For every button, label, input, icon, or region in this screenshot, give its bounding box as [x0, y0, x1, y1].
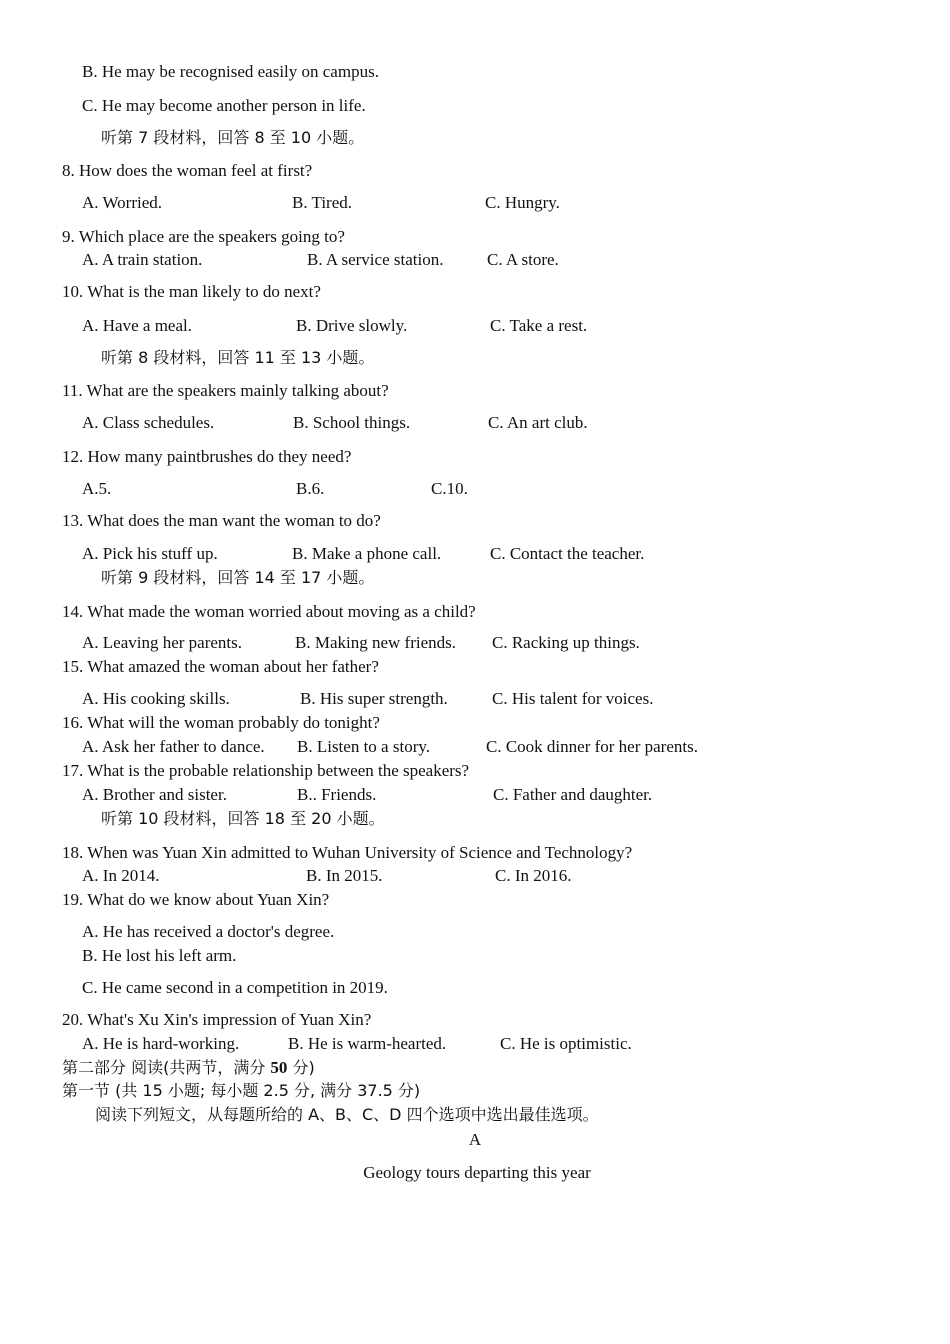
question-8: 8. How does the woman feel at first?	[62, 161, 313, 180]
question-18: 18. When was Yuan Xin admitted to Wuhan University of Science and Technology?	[62, 843, 633, 862]
q15-option-b: B. His super strength.	[300, 689, 448, 708]
part-2-title-prefix: 第二部分 阅读(共两节，满分	[62, 1058, 271, 1077]
q18-option-b: B. In 2015.	[306, 866, 383, 885]
passage-label: A	[468, 1130, 482, 1149]
q20-option-b: B. He is warm-hearted.	[288, 1034, 447, 1053]
question-10: 10. What is the man likely to do next?	[62, 282, 321, 301]
question-12: 12. How many paintbrushes do they need?	[62, 447, 352, 466]
part-2-total-score: 50	[270, 1058, 288, 1077]
q16-option-b: B. Listen to a story.	[297, 737, 430, 756]
q13-option-b: B. Make a phone call.	[292, 544, 442, 563]
q19-option-c: C. He came second in a competition in 2019.	[82, 978, 388, 997]
q7-option-c: C. He may become another person in life.	[82, 96, 366, 115]
q20-option-a: A. He is hard-working.	[82, 1034, 240, 1053]
question-19: 19. What do we know about Yuan Xin?	[62, 890, 330, 909]
question-9: 9. Which place are the speakers going to?	[62, 227, 345, 246]
q9-option-b: B. A service station.	[307, 250, 444, 269]
q9-option-a: A. A train station.	[82, 250, 203, 269]
q8-option-c: C. Hungry.	[485, 193, 560, 212]
q13-option-c: C. Contact the teacher.	[490, 544, 645, 563]
section-9-instruction: 听第 9 段材料，回答 14 至 17 小题。	[101, 568, 375, 587]
q8-option-a: A. Worried.	[82, 193, 162, 212]
q11-option-b: B. School things.	[293, 413, 411, 432]
question-15: 15. What amazed the woman about her father?	[62, 657, 379, 676]
passage-title: Geology tours departing this year	[363, 1163, 591, 1182]
q7-option-b: B. He may be recognised easily on campus.	[82, 62, 379, 81]
q14-option-a: A. Leaving her parents.	[82, 633, 243, 652]
q15-option-c: C. His talent for voices.	[492, 689, 654, 708]
q16-option-a: A. Ask her father to dance.	[82, 737, 265, 756]
q14-option-b: B. Making new friends.	[295, 633, 457, 652]
section-1-title: 第一节 (共 15 小题; 每小题 2.5 分, 满分 37.5 分)	[62, 1081, 421, 1100]
q19-option-a: A. He has received a doctor's degree.	[82, 922, 335, 941]
q17-option-c: C. Father and daughter.	[493, 785, 653, 804]
q10-option-a: A. Have a meal.	[82, 316, 192, 335]
question-13: 13. What does the man want the woman to do?	[62, 511, 381, 530]
question-17: 17. What is the probable relationship between the speakers?	[62, 761, 470, 780]
q20-option-c: C. He is optimistic.	[500, 1034, 632, 1053]
section-10-instruction: 听第 10 段材料，回答 18 至 20 小题。	[101, 809, 385, 828]
q12-option-a: A.5.	[82, 479, 112, 498]
question-20: 20. What's Xu Xin's impression of Yuan Xin?	[62, 1010, 372, 1029]
section-7-instruction: 听第 7 段材料，回答 8 至 10 小题。	[101, 128, 365, 147]
reading-instruction: 阅读下列短文，从每题所给的 A、B、C、D 四个选项中选出最佳选项。	[95, 1105, 599, 1124]
part-2-title	[62, 1058, 315, 1078]
q13-option-a: A. Pick his stuff up.	[82, 544, 218, 563]
q18-option-a: A. In 2014.	[82, 866, 160, 885]
q16-option-c: C. Cook dinner for her parents.	[486, 737, 698, 756]
q11-option-a: A. Class schedules.	[82, 413, 215, 432]
q19-option-b: B. He lost his left arm.	[82, 946, 237, 965]
q18-option-c: C. In 2016.	[495, 866, 572, 885]
q17-option-b: B.. Friends.	[297, 785, 377, 804]
part-2-title-suffix: 分)	[287, 1058, 315, 1077]
q10-option-b: B. Drive slowly.	[296, 316, 408, 335]
q8-option-b: B. Tired.	[292, 193, 352, 212]
q9-option-c: C. A store.	[487, 250, 559, 269]
q12-option-c: C.10.	[431, 479, 468, 498]
question-11: 11. What are the speakers mainly talking about?	[62, 381, 389, 400]
q14-option-c: C. Racking up things.	[492, 633, 640, 652]
q17-option-a: A. Brother and sister.	[82, 785, 227, 804]
q12-option-b: B.6.	[296, 479, 325, 498]
question-14: 14. What made the woman worried about moving as a child?	[62, 602, 476, 621]
q10-option-c: C. Take a rest.	[490, 316, 588, 335]
q11-option-c: C. An art club.	[488, 413, 588, 432]
question-16: 16. What will the woman probably do tonight?	[62, 713, 380, 732]
q15-option-a: A. His cooking skills.	[82, 689, 230, 708]
section-8-instruction: 听第 8 段材料，回答 11 至 13 小题。	[101, 348, 375, 367]
